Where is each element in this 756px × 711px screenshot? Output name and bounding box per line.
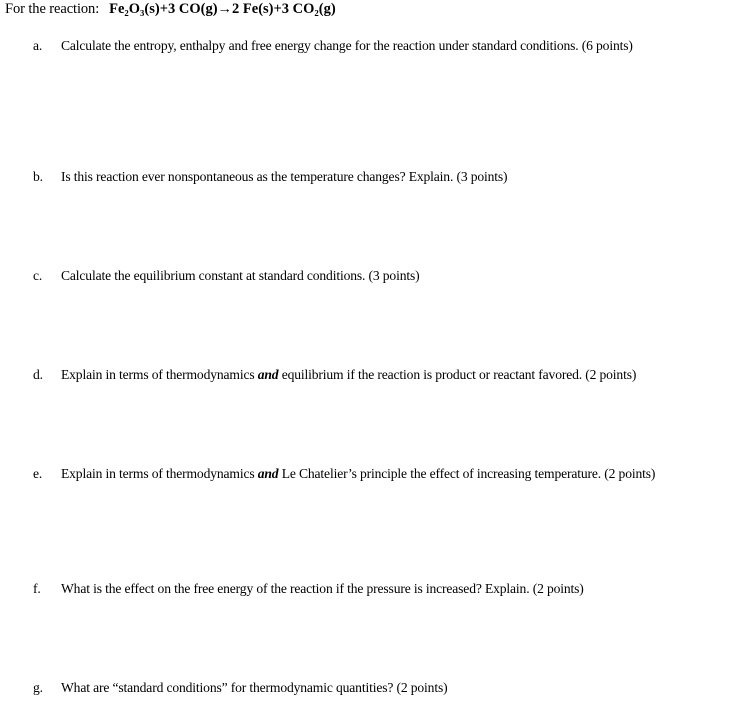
question-letter: b. [33,169,43,184]
question-text: Calculate the entropy, enthalpy and free energy change for the reaction under standard conditions. (6 points) [61,38,633,53]
question-text: What is the effect on the free energy of the reaction if the pressure is increased? Explain. (2 points) [61,581,584,596]
question-text-part: Le Chatelier’s principle the effect of increasing temperature. (2 points) [278,466,656,481]
reaction-label: For the reaction: [5,1,100,17]
question-letter: c. [33,268,43,283]
question-text-part: Explain in terms of thermodynamics [61,367,258,382]
question-letter: e. [33,466,43,481]
emphasis-and: and [257,367,279,382]
plus-sign: + [159,1,168,17]
question-letter: a. [33,38,43,53]
reaction-statement [5,1,336,18]
question-text-part: Explain in terms of thermodynamics [61,466,258,481]
chemical-equation [109,1,336,17]
product-fe: 2 Fe(s) [232,1,274,17]
question-letter: d. [33,367,43,382]
emphasis-and: and [257,466,279,481]
plus-sign: + [273,1,282,17]
reactant-co: 3 CO(g) [167,1,218,17]
product-co2: 3 CO₂(g) [281,1,336,17]
reaction-arrow: → [217,1,233,17]
question-text: What are “standard conditions” for thermodynamic quantities? (2 points) [61,680,448,695]
question-text [61,466,655,482]
question-text [61,367,636,383]
reactant-fe2o3: Fe₂O₃(s) [109,1,160,17]
question-letter: g. [33,680,43,695]
question-text: Calculate the equilibrium constant at standard conditions. (3 points) [61,268,420,283]
question-text-part: equilibrium if the reaction is product or reactant favored. (2 points) [278,367,637,382]
question-text: Is this reaction ever nonspontaneous as the temperature changes? Explain. (3 points) [61,169,508,184]
question-letter: f. [33,581,41,596]
